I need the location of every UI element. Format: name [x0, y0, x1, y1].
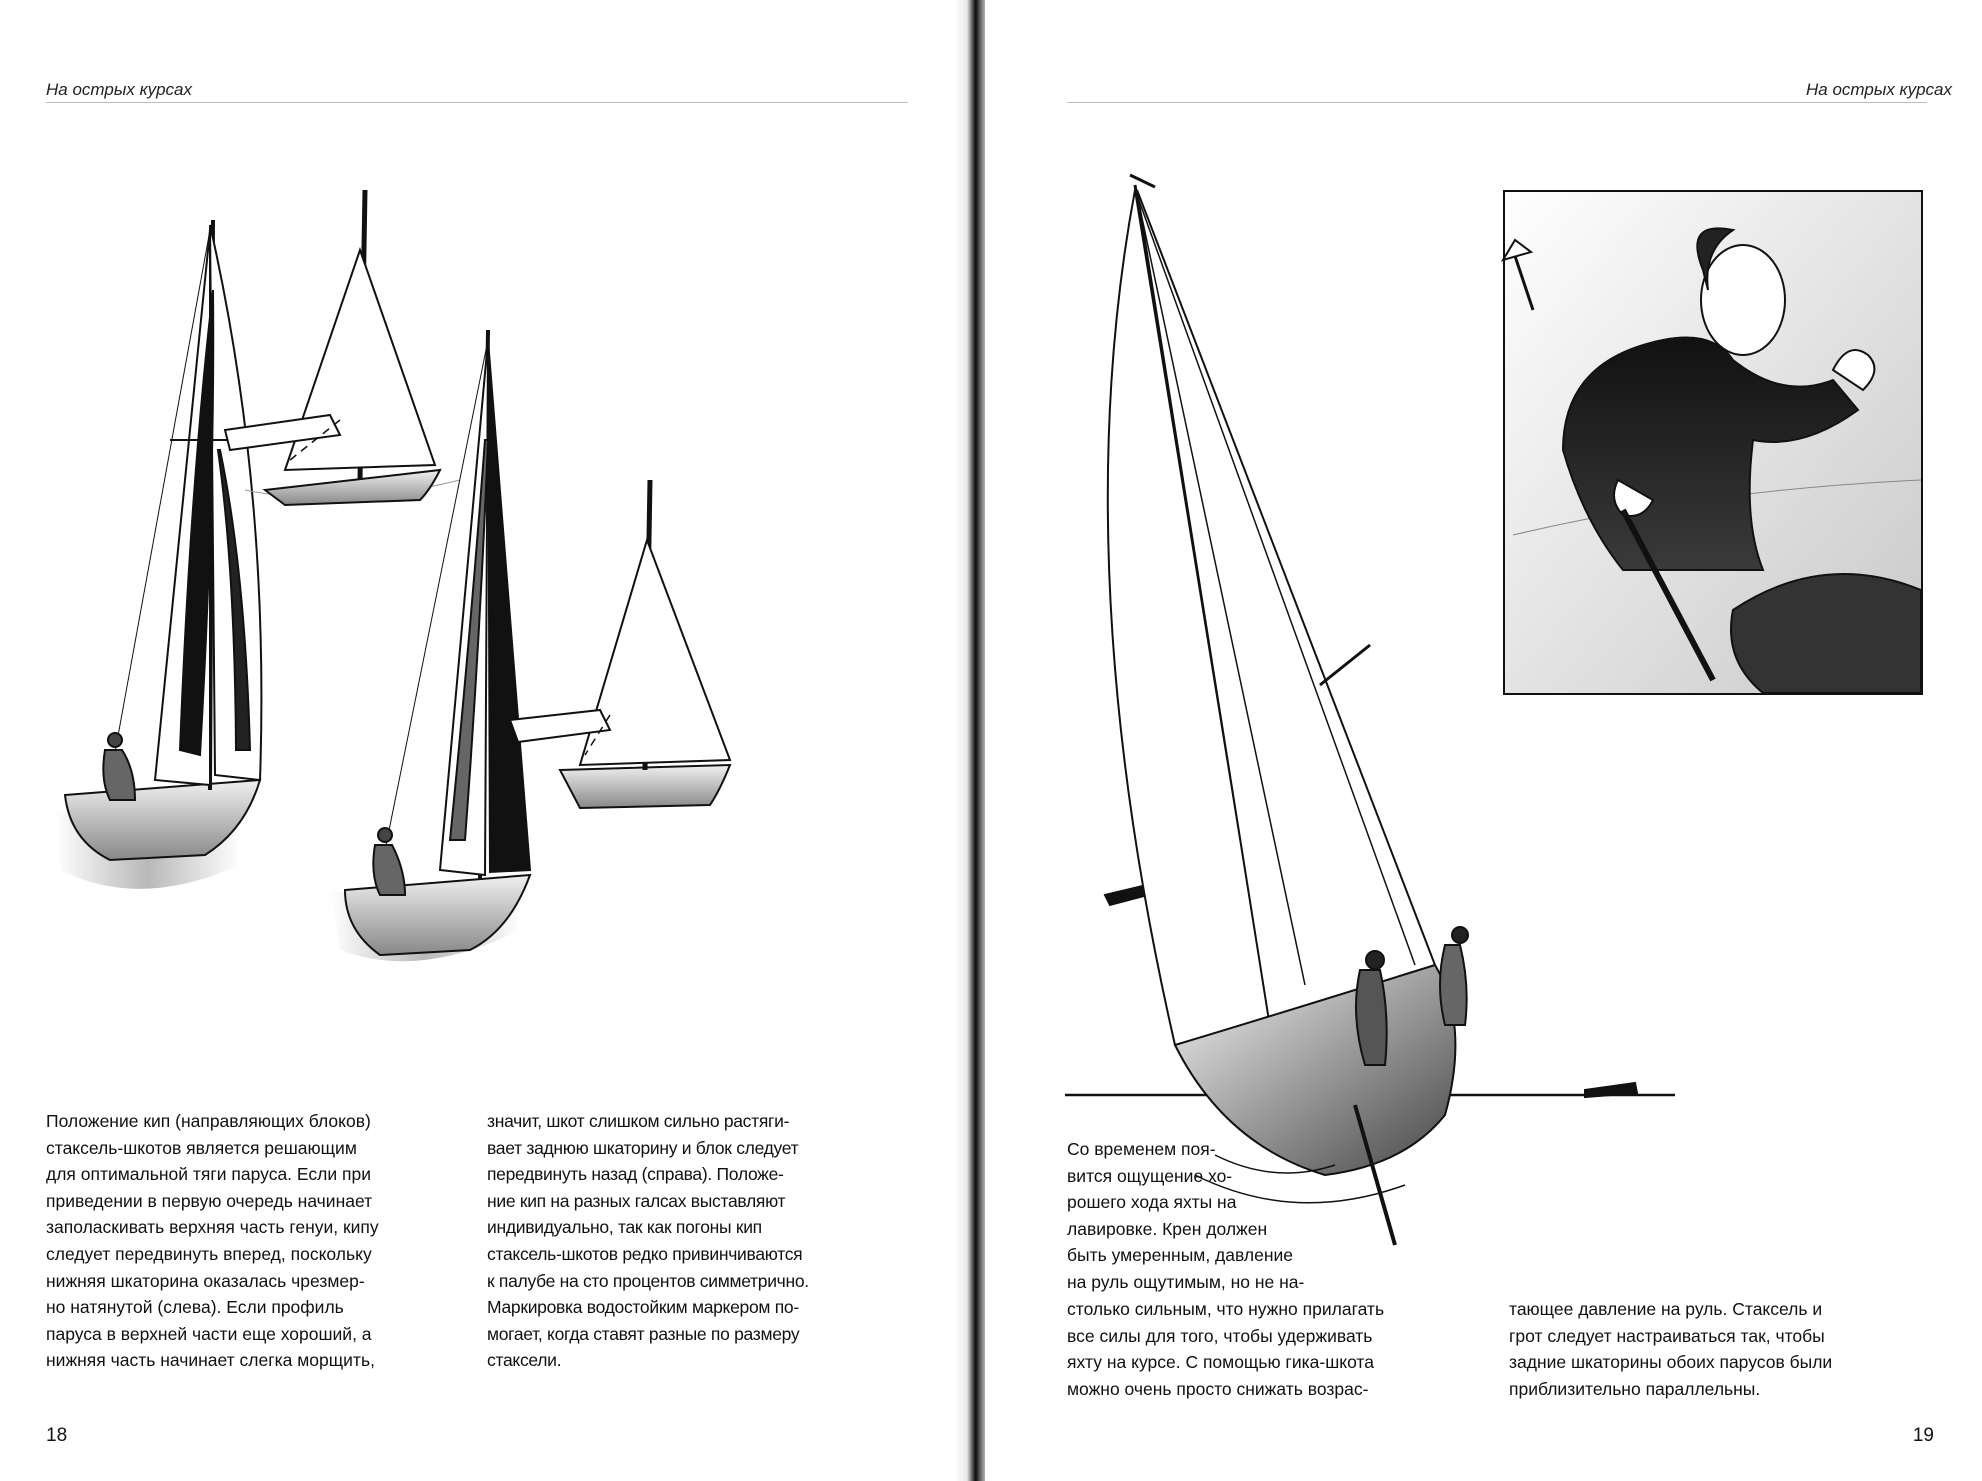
text-line: быть умеренным, давление	[1067, 1245, 1293, 1266]
text-line: стаксель-шкотов редко привинчиваются	[487, 1243, 803, 1264]
text-line: тающее давление на руль. Стаксель и	[1509, 1299, 1823, 1319]
right-column-1	[1067, 1296, 1477, 1402]
text-line: вает заднюю шкаторину и блок следует	[487, 1137, 799, 1158]
text-line: следует передвинуть вперед, поскольку	[46, 1243, 372, 1264]
text-line: задние шкаторины обоих парусов были	[1509, 1352, 1833, 1373]
text-line: индивидуально, так как погоны кип	[487, 1217, 762, 1238]
right-column-2	[1509, 1296, 1929, 1402]
text-line: стаксель-шкотов является решающим	[46, 1137, 357, 1158]
text-line: заполаскивать верхняя часть генуи, кипу	[46, 1217, 379, 1238]
text-line: могает, когда ставят разные по размеру	[487, 1323, 800, 1344]
page-number-right: 19	[1912, 1425, 1934, 1446]
text-line: приведении в первую очередь начинает	[46, 1190, 373, 1211]
text-line: Положение кип (направляющих блоков)	[46, 1111, 371, 1131]
boat-top-right	[225, 190, 460, 505]
text-line: яхту на курсе. С помощью гика-шкота	[1067, 1352, 1374, 1373]
helmsman-inset-illustration	[1503, 190, 1923, 695]
page-number-left: 18	[46, 1425, 68, 1446]
text-line: ние кип на разных галсах выставляют	[487, 1190, 786, 1211]
right-header-rule	[1067, 102, 1927, 103]
text-line: приблизительно параллельны.	[1509, 1378, 1761, 1399]
left-page	[0, 0, 965, 1481]
text-line: столько сильным, что нужно прилагать	[1067, 1299, 1385, 1319]
text-line: паруса в верхней части еще хороший, а	[46, 1323, 372, 1344]
text-line: рошего хода яхты на	[1067, 1192, 1237, 1213]
text-line: все силы для того, чтобы удерживать	[1067, 1325, 1373, 1346]
text-line: Маркировка водостойким маркером по-	[487, 1297, 799, 1318]
text-line: значит, шкот слишком сильно растяги-	[487, 1111, 790, 1131]
text-line: но натянутой (слева). Если профиль	[46, 1297, 344, 1318]
right-running-head: На острых курсах	[1805, 80, 1952, 99]
text-line: лавировке. Крен должен	[1067, 1218, 1268, 1239]
boat-mid-right	[510, 480, 730, 808]
right-page	[985, 0, 1982, 1481]
sailboats-illustration	[40, 190, 920, 1080]
text-line: вится ощущение хо-	[1067, 1165, 1233, 1186]
left-header-rule	[46, 102, 908, 103]
right-intro-text	[1067, 1136, 1367, 1296]
text-line: нижняя часть начинает слегка морщить,	[46, 1350, 375, 1371]
text-line: к палубе на сто процентов симметрично.	[487, 1270, 809, 1291]
text-line: нижняя шкаторина оказалась чрезмер-	[46, 1270, 365, 1291]
boat-left-large	[55, 220, 261, 889]
text-line: стаксели.	[487, 1350, 562, 1371]
text-line: грот следует настраиваться так, чтобы	[1509, 1325, 1825, 1346]
text-line: Со временем поя-	[1067, 1139, 1216, 1159]
left-column-2	[487, 1108, 907, 1374]
text-line: можно очень просто снижать возрас-	[1067, 1378, 1369, 1399]
left-running-head: На острых курсах	[46, 80, 193, 99]
left-column-1	[46, 1108, 460, 1374]
text-line: на руль ощутимым, но не на-	[1067, 1271, 1305, 1292]
text-line: для оптимальной тяги паруса. Если при	[46, 1164, 371, 1185]
text-line: передвинуть назад (справа). Положе-	[487, 1164, 784, 1185]
